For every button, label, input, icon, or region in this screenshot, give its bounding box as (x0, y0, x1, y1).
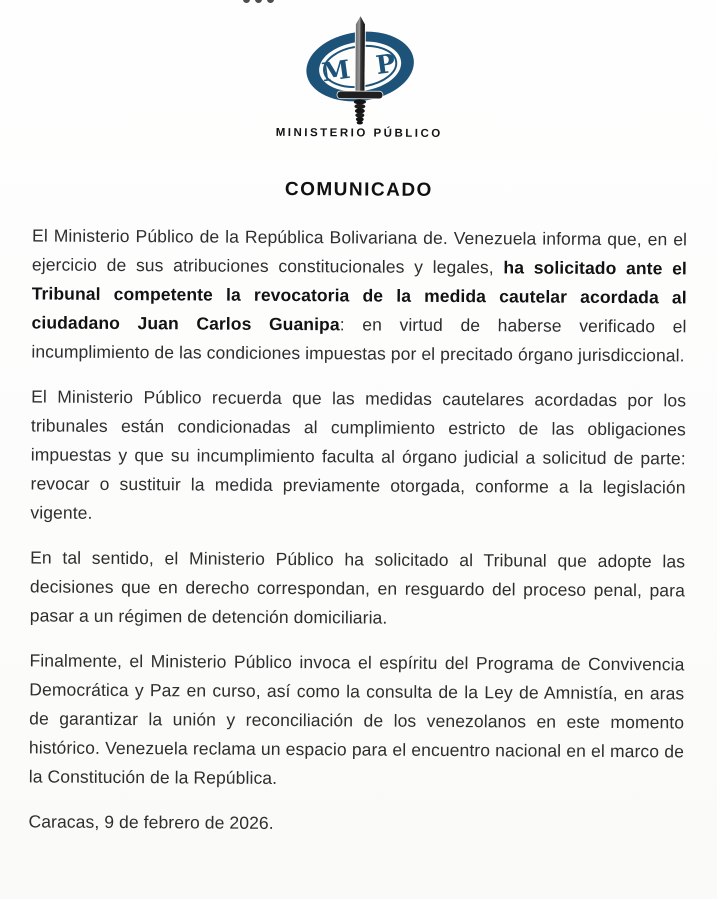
paragraph-1-bold: ha solicitado ante el Tribunal competente la revocatoria de la medida cautelar acordada al ciudadano Juan Carlos Guanipa (31, 257, 687, 335)
paragraph-3: En tal sentido, el Ministerio Público ha solicitado al Tribunal que adopte las decisiones que en derecho correspondan, en resguardo del proceso penal, para pasar a un régimen de detención domiciliaria. (29, 547, 686, 628)
dateline: Caracas, 9 de febrero de 2026. (28, 811, 274, 833)
paragraph-4: Finalmente, el Ministerio Público invoca el espíritu del Programa de Convivencia Democrática y Paz en curso, así como la consulta de la Ley de Amnistía, en aras de garantizar la unión y reconciliación de los venezolanos en este momento histórico. Venezuela reclama un espacio para el encuentro nacional en el marco de la Constitución de la República. (28, 650, 685, 788)
ministerio-publico-logo (1, 0, 717, 142)
paragraph-1-lead: El Ministerio Público de la República Bolivariana de. Venezuela informa que, en el ejercicio de sus atribuciones constitucionales y legales, (31, 225, 688, 278)
paragraph-1-tail: : en virtud de haberse verificado el incumplimiento de las condiciones impuestas por el precitado órgano jurisdiccional. (31, 314, 687, 366)
document-body (0, 199, 717, 840)
paragraph-2: El Ministerio Público recuerda que las medidas cautelares acordadas por los tribunales están condicionadas al cumplimiento estricto de las obligaciones impuestas y que su incumplimiento faculta al órgano judicial a solicitud de parte: revocar o sustituir la medida previamente otorgada, conforme a la legislación vigente. (30, 386, 687, 523)
document-title: COMUNICADO (284, 178, 433, 201)
paragraph-1 (31, 221, 687, 370)
mp-emblem-icon (284, 14, 435, 125)
logo-letter-m: M (319, 54, 352, 89)
logo-letter-p: P (373, 48, 397, 82)
logo-caption: MINISTERIO PÚBLICO (275, 126, 443, 140)
